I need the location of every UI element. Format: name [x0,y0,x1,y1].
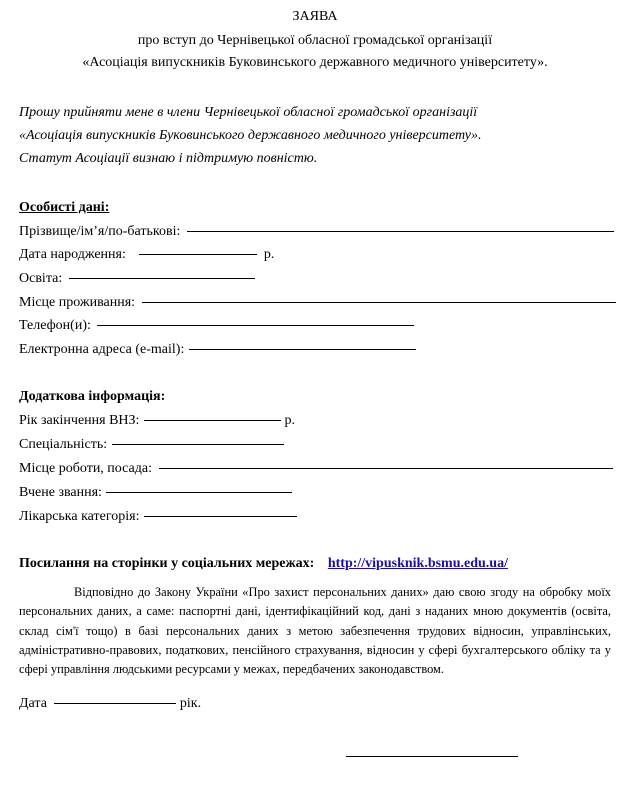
name-row [19,223,614,240]
social-label: Посилання на сторінки у соціальних мережах: [19,556,315,571]
grad-year-row [19,412,295,429]
name-label: Прізвище/ім’я/по-батькові: [19,224,181,239]
phone-field[interactable] [97,324,414,326]
phone-row [19,317,414,334]
category-row [19,508,297,525]
category-field[interactable] [144,515,297,517]
signature-line[interactable] [346,756,518,757]
education-field[interactable] [69,277,255,279]
birth-row [19,246,274,263]
residence-field[interactable] [142,301,616,303]
subtitle-line-2: «Асоціація випускників Буковинського державного медичного університету». [82,55,548,70]
degree-label: Вчене звання: [19,485,102,500]
birth-field[interactable] [139,253,257,255]
grad-year-field[interactable] [144,419,281,421]
birth-label: Дата народження: [19,247,126,262]
residence-label: Місце проживання: [19,295,136,310]
work-label: Місце роботи, посада: [19,461,152,476]
residence-row [19,294,616,311]
email-label: Електронна адреса (e-mail): [19,342,185,357]
grad-year-label: Рік закінчення ВНЗ: [19,413,140,428]
birth-suffix: р. [263,247,275,262]
name-field[interactable] [187,230,614,232]
subtitle-line-1: про вступ до Чернівецької обласної громадської організації [137,33,493,48]
phone-label: Телефон(и): [19,318,91,333]
work-row [19,460,613,477]
education-row [19,270,255,287]
request-line-2: «Асоціація випускників Буковинського державного медичного університету». [19,128,482,143]
education-label: Освіта: [19,271,63,286]
date-row [19,695,201,712]
email-row [19,341,416,358]
degree-field[interactable] [106,491,292,493]
request-line-3: Статут Асоціації визнаю і підтримую повністю. [19,151,318,166]
request-line-1: Прошу прийняти мене в члени Чернівецької обласної громадської організації [19,105,478,120]
date-field[interactable] [54,702,176,704]
date-suffix: рік. [179,696,202,711]
grad-year-suffix: р. [284,413,295,428]
social-row [19,556,508,572]
social-link[interactable]: http://vipusknik.bsmu.edu.ua/ [327,556,508,571]
work-field[interactable] [159,467,613,469]
date-label: Дата [19,696,47,711]
specialty-field[interactable] [112,443,284,445]
document-title: ЗАЯВА [292,9,338,24]
category-label: Лікарська категорія: [19,509,140,524]
additional-heading: Додаткова інформація: [19,389,166,404]
email-field[interactable] [189,348,416,350]
specialty-row [19,436,284,453]
degree-row [19,484,292,501]
consent-paragraph: Відповідно до Закону України «Про захист персональних даних» даю свою згоду на обробку моїх персональних даних, а саме: паспортні дані, ідентифікаційний код, дані з наданих мною документів (освіта, склад сім'ї тощо) в базі персональних даних з метою забезпечення трудових відносин, управлінських, адміністративно-правових, податкових, пенсійного страхування, відносин у сфері бухгалтерського обліку та у сфері управління людськими ресурсами у межах, передбачених законодавством. [19,585,611,677]
personal-heading: Особисті дані: [19,200,110,215]
specialty-label: Спеціальність: [19,437,108,452]
